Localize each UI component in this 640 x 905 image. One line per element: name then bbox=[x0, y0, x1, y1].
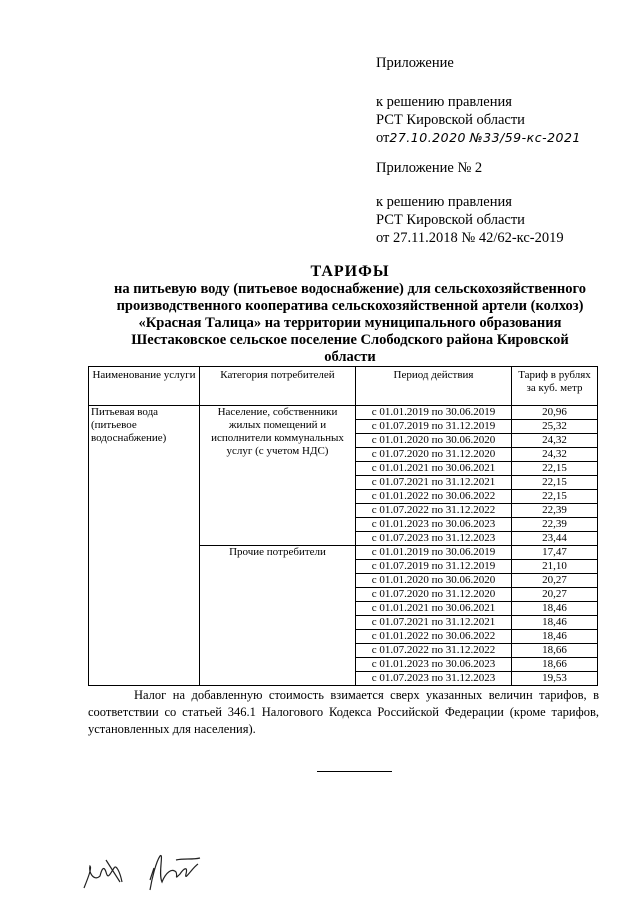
appendix-from-prefix: от bbox=[376, 130, 390, 146]
category-cell: Прочие потребители bbox=[200, 546, 356, 686]
tariff-cell: 21,10 bbox=[512, 560, 598, 574]
title-main: ТАРИФЫ bbox=[310, 263, 390, 280]
title-line: «Красная Талица» на территории муниципального образования bbox=[138, 315, 562, 331]
tariff-cell: 20,27 bbox=[512, 588, 598, 602]
tariff-cell: 22,39 bbox=[512, 518, 598, 532]
table-header-row bbox=[89, 367, 598, 406]
closing-divider bbox=[317, 771, 392, 772]
period-cell: с 01.07.2022 по 31.12.2022 bbox=[356, 504, 512, 518]
period-cell: с 01.01.2023 по 30.06.2023 bbox=[356, 518, 512, 532]
period-cell: с 01.07.2022 по 31.12.2022 bbox=[356, 644, 512, 658]
period-cell: с 01.07.2023 по 31.12.2023 bbox=[356, 532, 512, 546]
appendix2-title: Приложение № 2 bbox=[376, 160, 483, 176]
document-title bbox=[95, 262, 605, 366]
period-cell: с 01.07.2019 по 31.12.2019 bbox=[356, 420, 512, 434]
tariff-cell: 18,46 bbox=[512, 602, 598, 616]
tariff-cell: 18,46 bbox=[512, 630, 598, 644]
period-cell: с 01.01.2023 по 30.06.2023 bbox=[356, 658, 512, 672]
header-tariff: Тариф в рублях за куб. метр bbox=[512, 367, 598, 406]
tariff-cell: 22,15 bbox=[512, 476, 598, 490]
tariff-cell: 24,32 bbox=[512, 434, 598, 448]
tariff-cell: 23,44 bbox=[512, 532, 598, 546]
period-cell: с 01.07.2019 по 31.12.2019 bbox=[356, 560, 512, 574]
table-body bbox=[89, 406, 598, 686]
vat-note: Налог на добавленную стоимость взимается сверх указанных величин тарифов, в соответствии со статьей 346.1 Налогового Кодекса Российской Федерации (кроме тарифов, установленных для населения). bbox=[88, 688, 599, 736]
period-cell: с 01.01.2021 по 30.06.2021 bbox=[356, 602, 512, 616]
tariff-cell: 20,96 bbox=[512, 406, 598, 420]
appendix-title: Приложение bbox=[376, 55, 454, 71]
appendix-decision-line1: к решению правления bbox=[376, 94, 512, 110]
period-cell: с 01.01.2020 по 30.06.2020 bbox=[356, 574, 512, 588]
tariff-cell: 22,39 bbox=[512, 504, 598, 518]
tariff-cell: 22,15 bbox=[512, 462, 598, 476]
period-cell: с 01.01.2022 по 30.06.2022 bbox=[356, 490, 512, 504]
period-cell: с 01.01.2020 по 30.06.2020 bbox=[356, 434, 512, 448]
title-line: производственного кооператива сельскохозяйственной артели (колхоз) bbox=[116, 298, 584, 314]
service-cell: Питьевая вода (питьевое водоснабжение) bbox=[89, 406, 200, 686]
header-period: Период действия bbox=[356, 367, 512, 406]
appendix-decision-line2: РСТ Кировской области bbox=[376, 112, 525, 128]
handwritten-date: 27.10.2020 bbox=[389, 130, 466, 145]
appendix-from-line bbox=[376, 128, 581, 148]
period-cell: с 01.01.2021 по 30.06.2021 bbox=[356, 462, 512, 476]
appendix2-decision-line1: к решению правления bbox=[376, 194, 512, 210]
tariff-cell: 22,15 bbox=[512, 490, 598, 504]
handwritten-signatures bbox=[80, 838, 220, 898]
tariff-cell: 19,53 bbox=[512, 672, 598, 686]
title-line: области bbox=[324, 349, 376, 365]
period-cell: с 01.01.2019 по 30.06.2019 bbox=[356, 546, 512, 560]
tariff-cell: 18,46 bbox=[512, 616, 598, 630]
appendix2-from-line: от 27.11.2018 № 42/62-кс-2019 bbox=[376, 230, 564, 246]
period-cell: с 01.07.2020 по 31.12.2020 bbox=[356, 448, 512, 462]
title-line: Шестаковское сельское поселение Слободского района Кировской bbox=[131, 332, 569, 348]
period-cell: с 01.01.2019 по 30.06.2019 bbox=[356, 406, 512, 420]
header-category: Категория потребителей bbox=[200, 367, 356, 406]
tariff-cell: 25,32 bbox=[512, 420, 598, 434]
signature-left bbox=[84, 860, 122, 888]
table-row bbox=[89, 406, 598, 420]
header-service: Наименование услуги bbox=[89, 367, 200, 406]
tariff-cell: 17,47 bbox=[512, 546, 598, 560]
category-cell: Население, собственники жилых помещений и исполнители коммунальных услуг (с учетом НДС) bbox=[200, 406, 356, 546]
period-cell: с 01.07.2021 по 31.12.2021 bbox=[356, 616, 512, 630]
period-cell: с 01.01.2022 по 30.06.2022 bbox=[356, 630, 512, 644]
period-cell: с 01.07.2021 по 31.12.2021 bbox=[356, 476, 512, 490]
period-cell: с 01.07.2023 по 31.12.2023 bbox=[356, 672, 512, 686]
tariffs-table bbox=[88, 366, 598, 686]
tariff-cell: 24,32 bbox=[512, 448, 598, 462]
tariff-cell: 18,66 bbox=[512, 644, 598, 658]
tariff-cell: 20,27 bbox=[512, 574, 598, 588]
period-cell: с 01.07.2020 по 31.12.2020 bbox=[356, 588, 512, 602]
tariff-cell: 18,66 bbox=[512, 658, 598, 672]
appendix2-decision-line2: РСТ Кировской области bbox=[376, 212, 525, 228]
handwritten-number: №33/59-кс-2021 bbox=[469, 130, 581, 145]
title-line: на питьевую воду (питьевое водоснабжение) для сельскохозяйственного bbox=[114, 281, 586, 297]
signature-right bbox=[150, 856, 200, 890]
